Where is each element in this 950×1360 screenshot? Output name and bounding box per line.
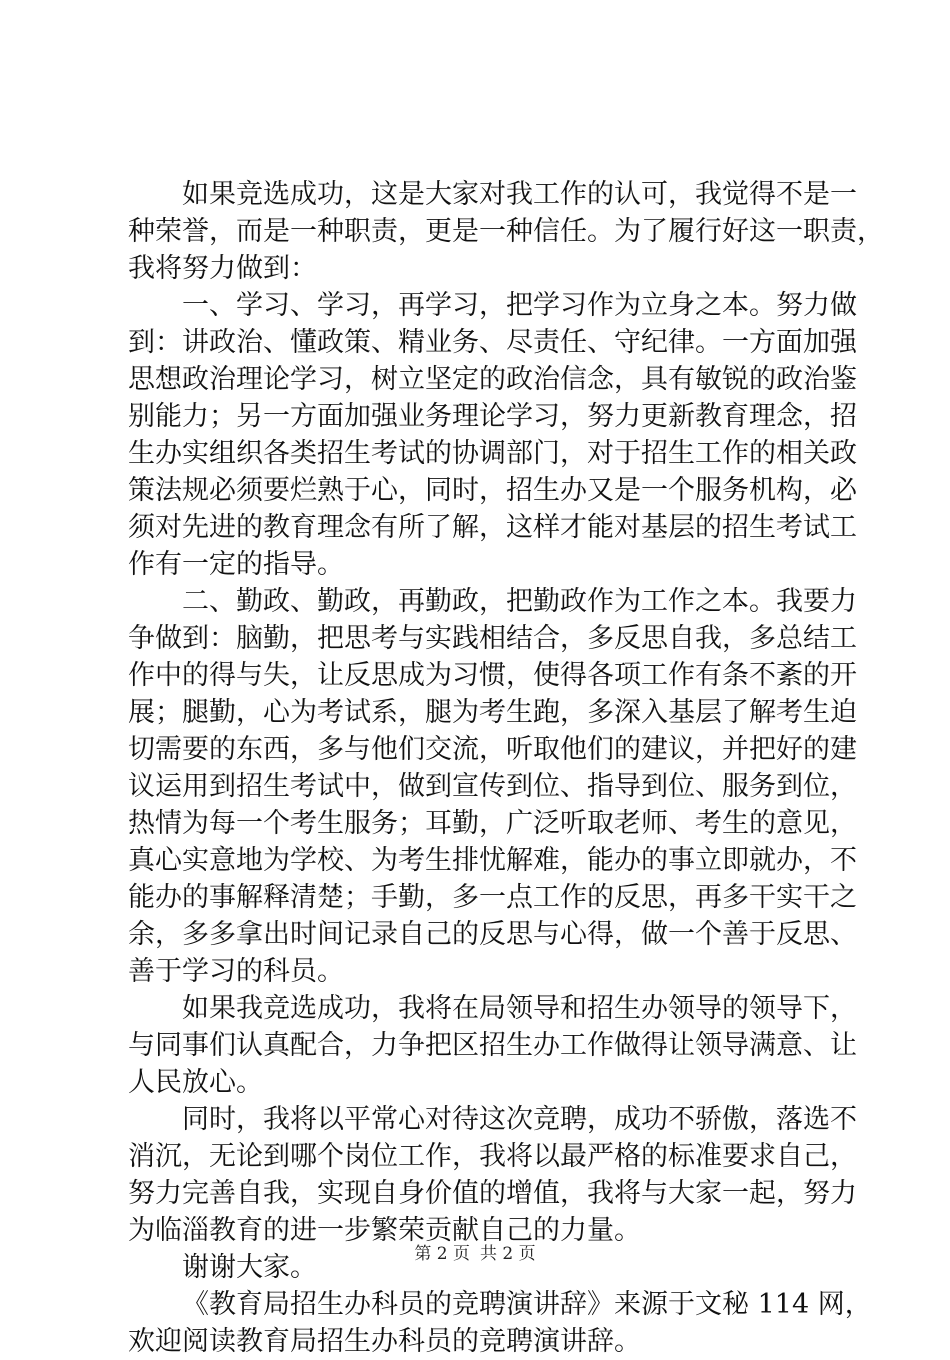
- paragraph-2-line-8: 作有一定的指导。: [128, 549, 344, 580]
- paragraph-3-line-8: 真心实意地为学校、为考生排忧解难，能办的事立即就办，不: [128, 845, 857, 876]
- paragraph-3-line-4: 展；腿勤，心为考试系，腿为考生跑，多深入基层了解考生迫: [128, 697, 857, 728]
- paragraph-2-line-6: 策法规必须要烂熟于心，同时，招生办又是一个服务机构，必: [128, 475, 857, 506]
- paragraph-3-line-1: 二、勤政、勤政，再勤政，把勤政作为工作之本。我要力: [182, 586, 857, 617]
- paragraph-3-line-10: 余，多多拿出时间记录自己的反思与心得，做一个善于反思、: [128, 919, 857, 950]
- paragraph-6-line-1: 谢谢大家。: [182, 1252, 317, 1283]
- paragraph-1-line-3: 我将努力做到：: [128, 253, 317, 284]
- paragraph-5-line-3: 努力完善自我，实现自身价值的增值，我将与大家一起，努力: [128, 1178, 857, 1209]
- paragraph-4-line-1: 如果我竞选成功，我将在局领导和招生办领导的领导下，: [182, 993, 857, 1024]
- paragraph-3-line-7: 热情为每一个考生服务；耳勤，广泛听取老师、考生的意见，: [128, 808, 857, 839]
- paragraph-7-line-1: 《教育局招生办科员的竞聘演讲辞》来源于文秘 114 网，: [182, 1289, 872, 1320]
- paragraph-4-line-3: 人民放心。: [128, 1067, 263, 1098]
- page-footer: [0, 1243, 950, 1265]
- paragraph-1-line-2: 种荣誉，而是一种职责，更是一种信任。为了履行好这一职责，: [128, 216, 884, 247]
- paragraph-2-line-5: 生办实组织各类招生考试的协调部门，对于招生工作的相关政: [128, 438, 857, 469]
- page-total-label: 共 2 页: [480, 1244, 536, 1264]
- paragraph-3-line-5: 切需要的东西，多与他们交流，听取他们的建议，并把好的建: [128, 734, 857, 765]
- paragraph-5-line-4: 为临淄教育的进一步繁荣贡献自己的力量。: [128, 1215, 641, 1246]
- paragraph-2-line-4: 别能力；另一方面加强业务理论学习，努力更新教育理念，招: [128, 401, 857, 432]
- document-body: [128, 176, 884, 1360]
- paragraph-3-line-11: 善于学习的科员。: [128, 956, 344, 987]
- paragraph-5-line-1: 同时，我将以平常心对待这次竞聘，成功不骄傲，落选不: [182, 1104, 857, 1135]
- page-number-label: 第 2 页: [414, 1244, 470, 1264]
- paragraph-2-line-3: 思想政治理论学习，树立坚定的政治信念，具有敏锐的政治鉴: [128, 364, 857, 395]
- paragraph-1-line-1: 如果竞选成功，这是大家对我工作的认可，我觉得不是一: [182, 179, 857, 210]
- paragraph-4-line-2: 与同事们认真配合，力争把区招生办工作做得让领导满意、让: [128, 1030, 857, 1061]
- paragraph-3-line-2: 争做到：脑勤，把思考与实践相结合，多反思自我，多总结工: [128, 623, 857, 654]
- paragraph-2-line-1: 一、学习、学习，再学习，把学习作为立身之本。努力做: [182, 290, 857, 321]
- paragraph-7-line-2: 欢迎阅读教育局招生办科员的竞聘演讲辞。: [128, 1326, 641, 1357]
- paragraph-2-line-2: 到：讲政治、懂政策、精业务、尽责任、守纪律。一方面加强: [128, 327, 857, 358]
- paragraph-2-line-7: 须对先进的教育理念有所了解，这样才能对基层的招生考试工: [128, 512, 857, 543]
- paragraph-3-line-6: 议运用到招生考试中，做到宣传到位、指导到位、服务到位，: [128, 771, 857, 802]
- paragraph-5-line-2: 消沉，无论到哪个岗位工作，我将以最严格的标准要求自己，: [128, 1141, 857, 1172]
- paragraph-3-line-3: 作中的得与失，让反思成为习惯，使得各项工作有条不紊的开: [128, 660, 857, 691]
- paragraph-3-line-9: 能办的事解释清楚；手勤，多一点工作的反思，再多干实干之: [128, 882, 857, 913]
